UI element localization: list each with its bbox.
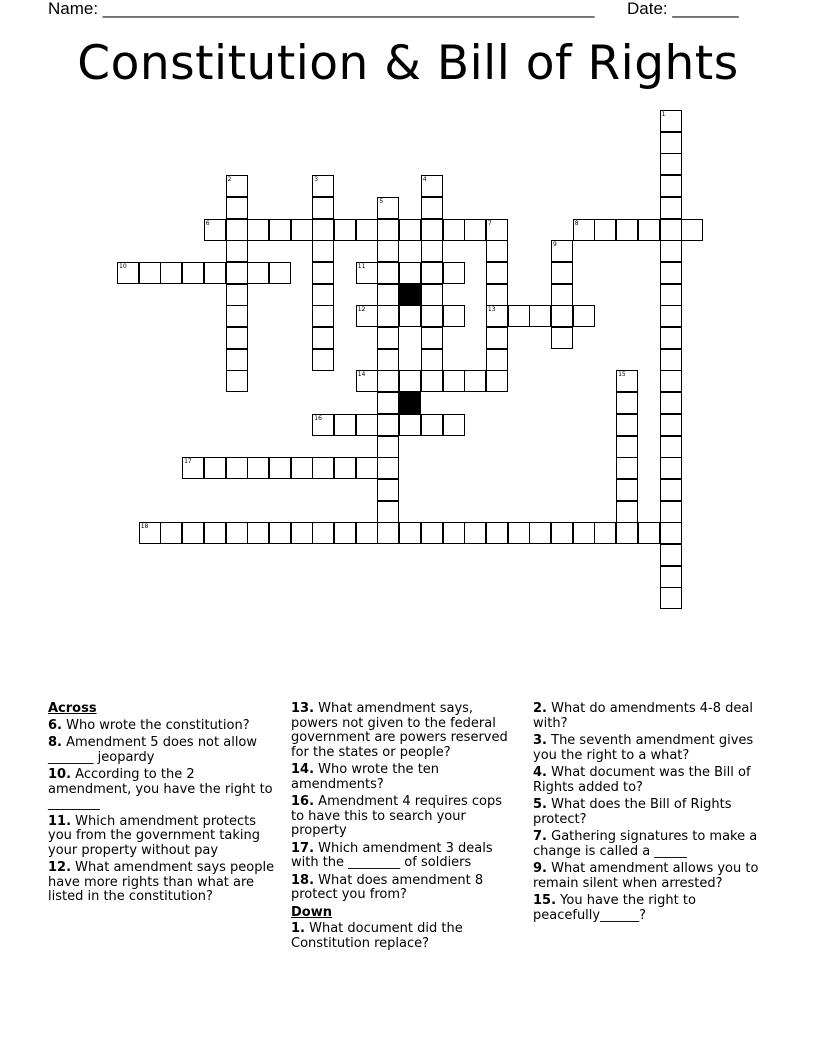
grid-cell[interactable] [486,327,508,349]
grid-cell[interactable] [486,370,508,392]
grid-cell[interactable] [660,219,682,241]
grid-cell[interactable] [291,457,313,479]
grid-cell[interactable] [660,479,682,501]
clue-across-10: 10. According to the 2 amendment, you have the right to ________ [48,767,273,811]
grid-cell[interactable] [594,522,616,544]
grid-cell[interactable] [356,219,378,241]
grid-cell[interactable] [377,457,399,479]
clues-column-1 [48,702,280,908]
clue-number: 12 [357,306,366,314]
clue-across-17: 17. Which amendment 3 deals with the ________ of soldiers [291,840,493,870]
grid-cell[interactable] [377,349,399,371]
grid-cell[interactable] [681,219,703,241]
grid-cell[interactable] [573,305,595,327]
grid-cell[interactable] [334,522,356,544]
grid-cell[interactable] [660,305,682,327]
grid-cell[interactable] [616,479,638,501]
grid-cell[interactable] [616,219,638,241]
grid-cell[interactable] [312,522,334,544]
down-heading: Down [291,904,332,920]
grid-cell[interactable] [356,522,378,544]
grid-cell[interactable] [291,522,313,544]
grid-cell[interactable] [312,240,334,262]
grid-cell[interactable] [247,457,269,479]
clue-number: 1 [661,111,666,118]
grid-cell[interactable] [443,219,465,241]
grid-cell[interactable] [204,262,226,284]
grid-cell[interactable] [226,284,248,306]
grid-cell[interactable] [160,522,182,544]
grid-cell[interactable] [269,457,291,479]
grid-cell[interactable] [312,457,334,479]
grid-cell[interactable] [660,501,682,523]
grid-cell[interactable] [616,436,638,458]
grid-cell[interactable] [486,262,508,284]
grid-cell[interactable] [377,262,399,284]
grid-cell[interactable] [660,436,682,458]
clue-down-3: 3. The seventh amendment gives you the right to a what? [533,733,754,763]
grid-cell[interactable] [660,457,682,479]
grid-cell[interactable] [226,349,248,371]
grid-cell[interactable] [421,370,443,392]
grid-cell[interactable] [312,327,334,349]
grid-cell[interactable] [312,349,334,371]
clues-column-3 [533,702,763,926]
grid-cell[interactable] [377,392,399,414]
grid-cell[interactable] [508,305,530,327]
grid-cell[interactable] [377,522,399,544]
grid-cell[interactable] [573,522,595,544]
grid-cell[interactable] [660,197,682,219]
grid-cell[interactable] [421,219,443,241]
grid-cell[interactable] [551,305,573,327]
grid-cell[interactable] [616,392,638,414]
grid-cell[interactable] [139,262,161,284]
grid-cell[interactable] [377,305,399,327]
grid-cell[interactable] [660,132,682,154]
grid-cell[interactable] [377,219,399,241]
grid-cell[interactable] [421,349,443,371]
clue-number: 16 [314,414,322,422]
grid-cell[interactable] [377,284,399,306]
grid-cell[interactable] [508,522,530,544]
grid-cell[interactable] [660,392,682,414]
clue-number: 2 [227,176,232,184]
grid-cell[interactable] [421,327,443,349]
grid-cell[interactable] [204,522,226,544]
grid-cell[interactable] [616,457,638,479]
grid-cell[interactable] [182,262,204,284]
grid-cell[interactable] [421,197,443,219]
clue-down-2: 2. What do amendments 4-8 deal with? [533,701,753,731]
grid-cell[interactable] [551,522,573,544]
grid-cell[interactable] [247,522,269,544]
grid-cell[interactable] [399,370,421,392]
date-line[interactable]: Date: _______ [627,0,739,18]
grid-cell[interactable] [226,262,248,284]
grid-cell[interactable] [660,414,682,436]
grid-cell[interactable] [529,305,551,327]
grid-cell[interactable] [356,457,378,479]
grid-cell[interactable] [421,305,443,327]
clue-down-5: 5. What does the Bill of Rights protect? [533,797,732,827]
grid-cell[interactable] [660,370,682,392]
grid-cell[interactable] [594,219,616,241]
grid-cell[interactable] [399,414,421,436]
clue-across-14: 14. Who wrote the ten amendments? [291,762,440,792]
grid-cell[interactable] [443,522,465,544]
grid-cell[interactable] [204,457,226,479]
clue-down-4: 4. What document was the Bill of Rights added to? [533,765,751,795]
grid-cell[interactable] [312,284,334,306]
grid-cell[interactable] [160,262,182,284]
grid-cell[interactable] [660,544,682,566]
clue-number: 17 [184,458,192,466]
grid-cell[interactable] [377,414,399,436]
grid-cell[interactable] [421,284,443,306]
grid-cell[interactable] [312,197,334,219]
grid-block [399,392,421,414]
grid-cell[interactable] [226,457,248,479]
clue-down-7: 7. Gathering signatures to make a change is called a _____ [533,829,758,859]
clue-across-11: 11. Which amendment protects you from the government taking your property without pay [48,813,260,858]
grid-cell[interactable] [334,219,356,241]
grid-cell[interactable] [377,370,399,392]
grid-cell[interactable] [334,414,356,436]
grid-block [399,284,421,306]
clue-number: 4 [422,176,427,184]
grid-cell[interactable] [660,566,682,588]
grid-cell[interactable] [443,414,465,436]
grid-cell[interactable] [486,240,508,262]
grid-cell[interactable] [377,240,399,262]
grid-cell[interactable] [486,349,508,371]
grid-cell[interactable] [377,327,399,349]
clue-number: 18 [140,523,149,531]
grid-cell[interactable] [638,522,660,544]
grid-cell[interactable] [421,522,443,544]
grid-cell[interactable] [312,305,334,327]
name-line[interactable]: Name: ____________________________________________________ [48,0,595,18]
grid-cell[interactable] [399,305,421,327]
grid-cell[interactable] [377,501,399,523]
clue-across-12: 12. What amendment says people have more rights than what are listed in the constitution? [48,860,275,904]
grid-cell[interactable] [291,219,313,241]
grid-cell[interactable] [660,587,682,609]
grid-cell[interactable] [377,479,399,501]
grid-cell[interactable] [226,522,248,544]
clue-number: 9 [553,241,557,249]
grid-cell[interactable] [486,522,508,544]
grid-cell[interactable] [182,522,204,544]
clue-down-9: 9. What amendment allows you to remain silent when arrested? [533,861,759,891]
page-title: Constitution & Bill of Rights [77,36,739,91]
clues-column-2 [291,702,519,954]
grid-cell[interactable] [399,219,421,241]
grid-cell[interactable] [269,219,291,241]
clue-down-15: 15. You have the right to peacefully______? [533,893,696,923]
grid-cell[interactable] [226,305,248,327]
grid-cell[interactable] [421,414,443,436]
grid-cell[interactable] [247,219,269,241]
grid-cell[interactable] [551,262,573,284]
grid-cell[interactable] [660,262,682,284]
grid-cell[interactable] [638,219,660,241]
grid-cell[interactable] [312,262,334,284]
grid-cell[interactable] [377,436,399,458]
grid-cell[interactable] [226,219,248,241]
grid-cell[interactable] [269,262,291,284]
grid-cell[interactable] [334,457,356,479]
grid-cell[interactable] [529,522,551,544]
grid-cell[interactable] [226,327,248,349]
grid-cell[interactable] [269,522,291,544]
grid-cell[interactable] [312,219,334,241]
clue-number: 14 [357,371,366,379]
clue-across-16: 16. Amendment 4 requires cops to have this to search your property [291,794,502,838]
grid-cell[interactable] [399,262,421,284]
grid-cell[interactable] [443,305,465,327]
clue-number: 7 [487,219,492,227]
grid-cell[interactable] [616,501,638,523]
grid-cell[interactable] [551,327,573,349]
grid-cell[interactable] [660,522,682,544]
grid-cell[interactable] [226,240,248,262]
grid-cell[interactable] [660,327,682,349]
grid-cell[interactable] [464,522,486,544]
grid-cell[interactable] [421,262,443,284]
grid-cell[interactable] [616,522,638,544]
grid-cell[interactable] [551,284,573,306]
grid-cell[interactable] [486,284,508,306]
grid-cell[interactable] [247,262,269,284]
clue-number: 3 [314,176,319,184]
clue-number: 11 [357,262,366,270]
grid-cell[interactable] [660,240,682,262]
grid-cell[interactable] [443,370,465,392]
clue-across-8: 8. Amendment 5 does not allow _______ jeopardy [48,735,258,765]
clue-down-1: 1. What document did the Constitution replace? [291,921,463,951]
grid-cell[interactable] [660,175,682,197]
clue-number: 10 [119,262,127,270]
across-heading: Across [48,701,97,716]
grid-cell[interactable] [399,522,421,544]
clue-number: 6 [205,219,210,227]
clue-across-13: 13. What amendment says, powers not given to the federal government are powers reserved for the states or people? [291,701,508,760]
grid-cell[interactable] [226,370,248,392]
grid-cell[interactable] [464,370,486,392]
grid-cell[interactable] [464,219,486,241]
grid-cell[interactable] [660,153,682,175]
clue-number: 8 [574,219,579,227]
clue-across-18: 18. What does amendment 8 protect you from? [291,872,484,902]
clue-number: 13 [487,306,496,314]
grid-cell[interactable] [443,262,465,284]
grid-cell[interactable] [660,349,682,371]
grid-cell[interactable] [226,197,248,219]
clue-number: 15 [618,371,626,379]
grid-cell[interactable] [421,240,443,262]
grid-cell[interactable] [616,414,638,436]
grid-cell[interactable] [356,414,378,436]
clue-number: 5 [379,197,384,205]
clue-across-6: 6. Who wrote the constitution? [48,717,250,733]
grid-cell[interactable] [660,284,682,306]
